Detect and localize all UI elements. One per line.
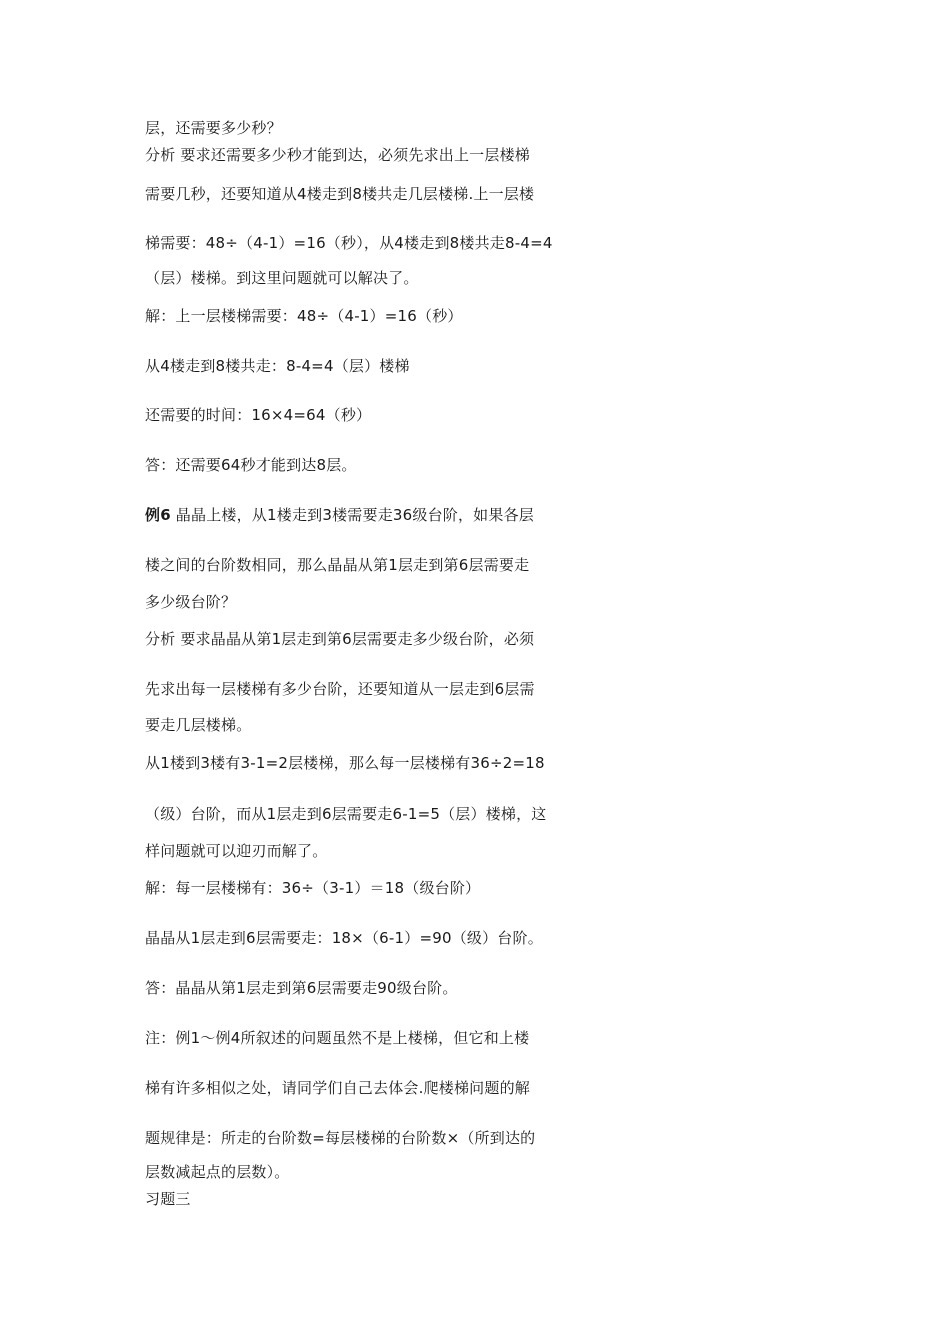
- example-6-text: 晶晶上楼，从1楼走到3楼需要走36级台阶，如果各层: [170, 506, 534, 524]
- text-line: 多少级台阶？: [145, 593, 237, 611]
- example-6-line: [145, 505, 534, 525]
- text-line: （层）楼梯。到这里问题就可以解决了。: [145, 269, 419, 287]
- answer-line: 答：晶晶从第1层走到第6层需要走90级台阶。: [145, 979, 458, 997]
- text-line: 层数减起点的层数）。: [145, 1163, 290, 1181]
- solution-line: 解：上一层楼梯需要：48÷（4-1）=16（秒）: [145, 307, 463, 325]
- text-line: 从1楼到3楼有3-1=2层楼梯，那么每一层楼梯有36÷2=18: [145, 754, 545, 772]
- text-line: 楼之间的台阶数相同，那么晶晶从第1层走到第6层需要走: [145, 556, 530, 574]
- text-line: 从4楼走到8楼共走：8-4=4（层）楼梯: [145, 357, 410, 375]
- text-line: 样问题就可以迎刃而解了。: [145, 842, 328, 860]
- text-line: 晶晶从1层走到6层需要走：18×（6-1）=90（级）台阶。: [145, 929, 543, 947]
- text-line: 层，还需要多少秒？: [145, 119, 282, 137]
- text-line: 需要几秒，还要知道从4楼走到8楼共走几层楼梯.上一层楼: [145, 185, 535, 203]
- text-line: 梯有许多相似之处，请同学们自己去体会.爬楼梯问题的解: [145, 1079, 530, 1097]
- text-line: 要走几层楼梯。: [145, 716, 252, 734]
- solution-line: 解：每一层楼梯有：36÷（3-1）＝18（级台阶）: [145, 879, 481, 897]
- example-6-label: 例6: [145, 506, 171, 524]
- text-line: 还需要的时间：16×4=64（秒）: [145, 406, 372, 424]
- answer-line: 答：还需要64秒才能到达8层。: [145, 456, 357, 474]
- exercise-heading: 习题三: [145, 1190, 191, 1208]
- analysis-line: 分析 要求晶晶从第1层走到第6层需要走多少级台阶，必须: [145, 630, 535, 648]
- text-line: 题规律是：所走的台阶数=每层楼梯的台阶数×（所到达的: [145, 1129, 536, 1147]
- text-line: （级）台阶，而从1层走到6层需要走6-1=5（层）楼梯，这: [145, 805, 547, 823]
- note-line: 注：例1～例4所叙述的问题虽然不是上楼梯，但它和上楼: [145, 1029, 530, 1047]
- text-line: 先求出每一层楼梯有多少台阶，还要知道从一层走到6层需: [145, 680, 535, 698]
- analysis-line: 分析 要求还需要多少秒才能到达，必须先求出上一层楼梯: [145, 146, 530, 164]
- text-line: 梯需要：48÷（4-1）=16（秒），从4楼走到8楼共走8-4=4: [145, 234, 553, 252]
